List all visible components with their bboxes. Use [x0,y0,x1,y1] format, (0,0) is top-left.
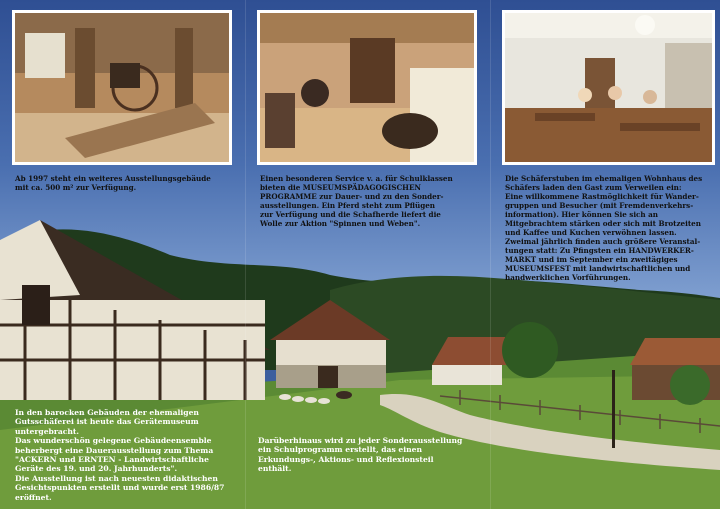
right-top-caption: Die Schäferstuben im ehemaligen Wohnhaus des Schäfers laden den Gast zum Verweilen ein: Eine willkommene Rastmöglichkeit für Wander- gruppen und Besucher (mit Fremdenverkehrs- information). Hier können Sie sich an Mitgebrachtem stärken oder sich mit Brotzeiten und Kaffee und Kuchen verwöhnen lassen. Zweimal jährlich finden auch größere Veranstal- tungen statt: Zu Pfingsten ein HANDWERKER- MARKT und im September ein zweitägiges MUSEUMSFEST mit landwirtschaftlichen und handwerklichen Vorführungen. [505,174,703,282]
left-top-caption: Ab 1997 steht ein weiteres Ausstellungsgebäude mit ca. 500 m² zur Verfügung. [15,174,211,192]
middle-bottom-caption: Darüberhinaus wird zu jeder Sonderausstellung ein Schulprogramm erstellt, das einen Erkundungs-, Aktions- und Reflexionsteil enthält. [258,436,463,474]
fold-line [490,0,491,509]
middle-top-caption: Einen besonderen Service v. a. für Schulklassen bieten die MUSEUMSPÄDAGOGISCHEN PROGRAMME zur Dauer- und zu den Sonder- ausstellungen. Ein Pferd steht zum Pflügen zur Verfügung und die Schafherde liefert die Wolle zur Aktion "Spinnen und Weben". [260,174,453,228]
exhibition-hall-photo [12,10,232,165]
workshop-photo [257,10,477,165]
left-bottom-caption: In den barocken Gebäuden der ehemaligen Gutsschäferei ist heute das Gerätemuseum untergebracht. Das wunderschön gelegene Gebäudeensemble beherbergt eine Dauerausstellung zum Thema "ACKERN und ERNTEN - Landwirtschaftliche Geräte des 19. und 20. Jahrhunderts". Die Ausstellung ist nach neuesten didaktischen Gesichtspunkten erstellt und wurde erst 1986/87 eröffnet. [15,408,225,502]
guest-room-photo [502,10,715,165]
fold-line [245,0,246,509]
